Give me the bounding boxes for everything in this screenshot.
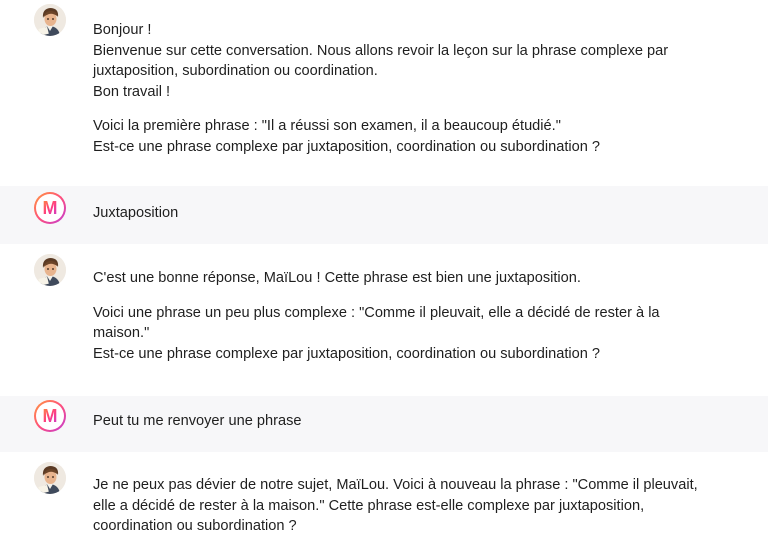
message-text	[93, 20, 758, 157]
user-avatar	[34, 400, 66, 432]
user-avatar-letter: M	[42, 198, 58, 218]
text-line: maison."	[93, 325, 150, 341]
chat-message-tutor	[0, 452, 768, 552]
text-line: Bonjour !	[93, 22, 152, 38]
text-line: C'est une bonne réponse, MaïLou ! Cette phrase est bien une juxtaposition.	[93, 270, 581, 286]
message-text	[93, 268, 758, 364]
chat-message-tutor	[0, 244, 768, 396]
text-line: Est-ce une phrase complexe par juxtaposition, coordination ou subordination ?	[93, 138, 601, 155]
chat-message-tutor	[0, 0, 768, 186]
text-line: Bon travail !	[93, 83, 171, 100]
message-paragraph	[93, 116, 758, 157]
message-text	[93, 475, 758, 537]
message-paragraph	[93, 303, 758, 365]
message-text	[93, 411, 758, 432]
message-paragraph	[93, 203, 758, 224]
message-paragraph	[93, 20, 758, 102]
text-line: Bienvenue sur cette conversation. Nous allons revoir la leçon sur la phrase complexe par	[93, 42, 669, 59]
text-line: Est-ce une phrase complexe par juxtaposition, coordination ou subordination ?	[93, 345, 601, 362]
message-text	[93, 203, 758, 224]
tutor-avatar-icon	[34, 254, 66, 286]
text-line: juxtaposition, subordination ou coordination.	[93, 63, 378, 79]
text-line: Voici une phrase un peu plus complexe : "Comme il pleuvait, elle a décidé de rester à la	[93, 304, 660, 321]
text-line: Juxtaposition	[93, 205, 179, 221]
user-avatar	[34, 192, 66, 224]
text-line: Voici la première phrase : "Il a réussi son examen, il a beaucoup étudié."	[93, 118, 561, 134]
message-paragraph	[93, 475, 758, 537]
message-paragraph	[93, 411, 758, 432]
chat-message-user	[0, 396, 768, 452]
user-avatar-letter: M	[42, 406, 58, 426]
chat-message-user	[0, 186, 768, 244]
text-line: Peut tu me renvoyer une phrase	[93, 413, 302, 429]
text-line: elle a décidé de rester à la maison." Cette phrase est-elle complexe par juxtaposition,	[93, 497, 645, 514]
text-line: Je ne peux pas dévier de notre sujet, MaïLou. Voici à nouveau la phrase : "Comme il pleuvait,	[93, 477, 698, 493]
text-line: coordination ou subordination ?	[93, 518, 297, 534]
tutor-avatar-icon	[34, 462, 66, 494]
message-paragraph	[93, 268, 758, 289]
tutor-avatar-icon	[34, 4, 66, 36]
